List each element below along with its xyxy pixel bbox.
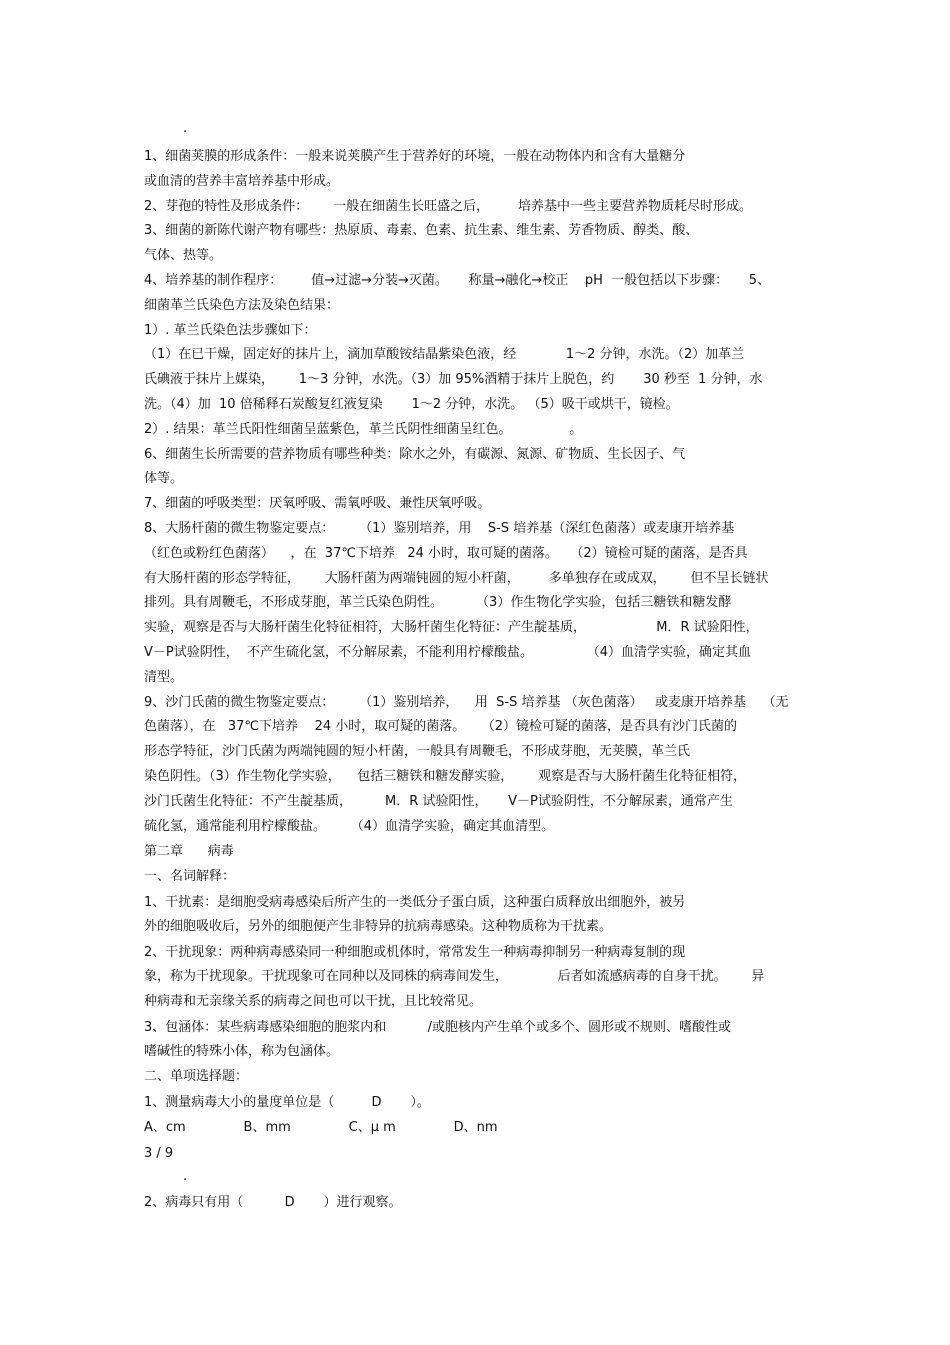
text-line: 4、培养基的制作程序： 值→过滤→分装→灭菌。 称量→融化→校正 pH 一般包括以下步骤： 5、: [144, 273, 771, 288]
page-break-dot: .: [183, 1169, 188, 1184]
text-line: A、cm B、mm C、μ m D、nm: [144, 1120, 498, 1135]
text-line: 洗。（4）加 10 倍稀释石炭酸复红液复染 1～2 分钟，水洗。 （5）吸干或烘干，镜检。: [144, 397, 679, 412]
text-line: 有大肠杆菌的形态学特征， 大肠杆菌为两端钝圆的短小杆菌， 多单独存在或成双， 但不呈长链状: [144, 571, 769, 586]
text-line: （红色或粉红色菌落） ，在 37℃下培养 24 小时，取可疑的菌落。 （2）镜检可疑的菌落，是否具: [144, 546, 748, 561]
text-line: 种病毒和无亲缘关系的病毒之间也可以干扰，且比较常见。: [144, 994, 483, 1009]
page-number: 3 / 9: [144, 1146, 174, 1161]
text-line: 象，称为干扰现象。干扰现象可在同种以及同株的病毒间发生， 后者如流感病毒的自身干扰。 异: [144, 969, 765, 984]
text-line: 1、测量病毒大小的量度单位是（ D ）。: [144, 1095, 430, 1110]
text-line: 9、沙门氏菌的微生物鉴定要点： （1）鉴别培养， 用 S-S 培养基 （灰色菌落） 或麦康开培养基 （无: [144, 695, 789, 710]
text-line: 体等。: [144, 471, 184, 486]
text-line: 清型。: [144, 670, 184, 685]
text-line: 气体、热等。: [144, 248, 223, 263]
text-line: 嗜碱性的特殊小体，称为包涵体。: [144, 1044, 340, 1059]
text-line: 外的细胞吸收后，另外的细胞便产生非特异的抗病毒感染。这种物质称为干扰素。: [144, 919, 613, 934]
text-line: 7、细菌的呼吸类型：厌氧呼吸、需氧呼吸、兼性厌氧呼吸。: [144, 496, 491, 511]
text-line: 1、细菌荚膜的形成条件：一般来说荚膜产生于营养好的环境，一般在动物体内和含有大量糖分: [144, 149, 686, 164]
text-line: 3、细菌的新陈代谢产物有哪些：热原质、毒素、色素、抗生素、维生素、芳香物质、醇类、酸、: [144, 223, 699, 238]
text-line: 或血清的营养丰富培养基中形成。: [144, 174, 340, 189]
text-line: 硫化氢，通常能利用柠檬酸盐。 （4）血清学实验，确定其血清型。: [144, 819, 555, 834]
text-line: 1）. 革兰氏染色法步骤如下：: [144, 323, 317, 338]
text-line: 二、单项选择题：: [144, 1069, 249, 1084]
text-line: 2）. 结果：革兰氏阳性细菌呈蓝紫色，革兰氏阴性细菌呈红色。 。: [144, 422, 583, 437]
text-line: 第二章 病毒: [144, 844, 234, 859]
text-line: 2、病毒只有用（ D ）进行观察。: [144, 1195, 402, 1210]
text-line: 8、大肠杆菌的微生物鉴定要点： （1）鉴别培养，用 S-S 培养基（深红色菌落）或麦康开培养基: [144, 521, 735, 536]
text-line: V－P试验阴性， 不产生硫化氢，不分解尿素，不能利用柠檬酸盐。 （4）血清学实验，确定其血: [144, 645, 751, 660]
text-line: 2、干扰现象：两种病毒感染同一种细胞或机体时，常常发生一种病毒抑制另一种病毒复制的现: [144, 945, 686, 960]
text-line: 1、干扰素：是细胞受病毒感染后所产生的一类低分子蛋白质，这种蛋白质释放出细胞外，被另: [144, 895, 686, 910]
text-line: 细菌革兰氏染色方法及染色结果：: [144, 298, 340, 313]
text-line: 2、芽孢的特性及形成条件： 一般在细菌生长旺盛之后， 培养基中一些主要营养物质耗尽时形成。: [144, 199, 752, 214]
text-line: 实验，观察是否与大肠杆菌生化特征相符，大肠杆菌生化特征：产生靛基质， M．R 试验阳性，: [144, 620, 759, 635]
text-line: 形态学特征，沙门氏菌为两端钝圆的短小杆菌，一般具有周鞭毛，不形成芽胞，无荚膜，革兰氏: [144, 744, 691, 759]
text-line: 色菌落），在 37℃下培养 24 小时，取可疑的菌落。 （2）镜检可疑的菌落，是否具有沙门氏菌的: [144, 719, 738, 734]
text-line: 6、细菌生长所需要的营养物质有哪些种类：除水之外，有碳源、氮源、矿物质、生长因子、气: [144, 447, 686, 462]
text-line: 排列。具有周鞭毛，不形成芽胞，革兰氏染色阴性。 （3）作生物化学实验，包括三糖铁和糖发酵: [144, 595, 732, 610]
header-dot: .: [183, 121, 188, 136]
text-line: 氏碘液于抹片上媒染， 1～3 分钟，水洗。（3）加 95%酒精于抹片上脱色，约 30 秒至 1 分钟，水: [144, 372, 763, 387]
text-line: 沙门氏菌生化特征：不产生靛基质， M．R 试验阳性， V－P试验阴性，不分解尿素，通常产生: [144, 794, 733, 809]
text-line: 染色阴性。（3）作生物化学实验， 包括三糖铁和糖发酵实验， 观察是否与大肠杆菌生化特征相符，: [144, 769, 747, 784]
text-line: 3、包涵体：某些病毒感染细胞的胞浆内和 /或胞核内产生单个或多个、圆形或不规则、嗜酸性或: [144, 1020, 731, 1035]
text-line: （1）在已干燥，固定好的抹片上，滴加草酸铵结晶紫染色液，经 1～2 分钟，水洗。（2）加革兰: [144, 347, 745, 362]
text-line: 一、名词解释：: [144, 869, 236, 884]
